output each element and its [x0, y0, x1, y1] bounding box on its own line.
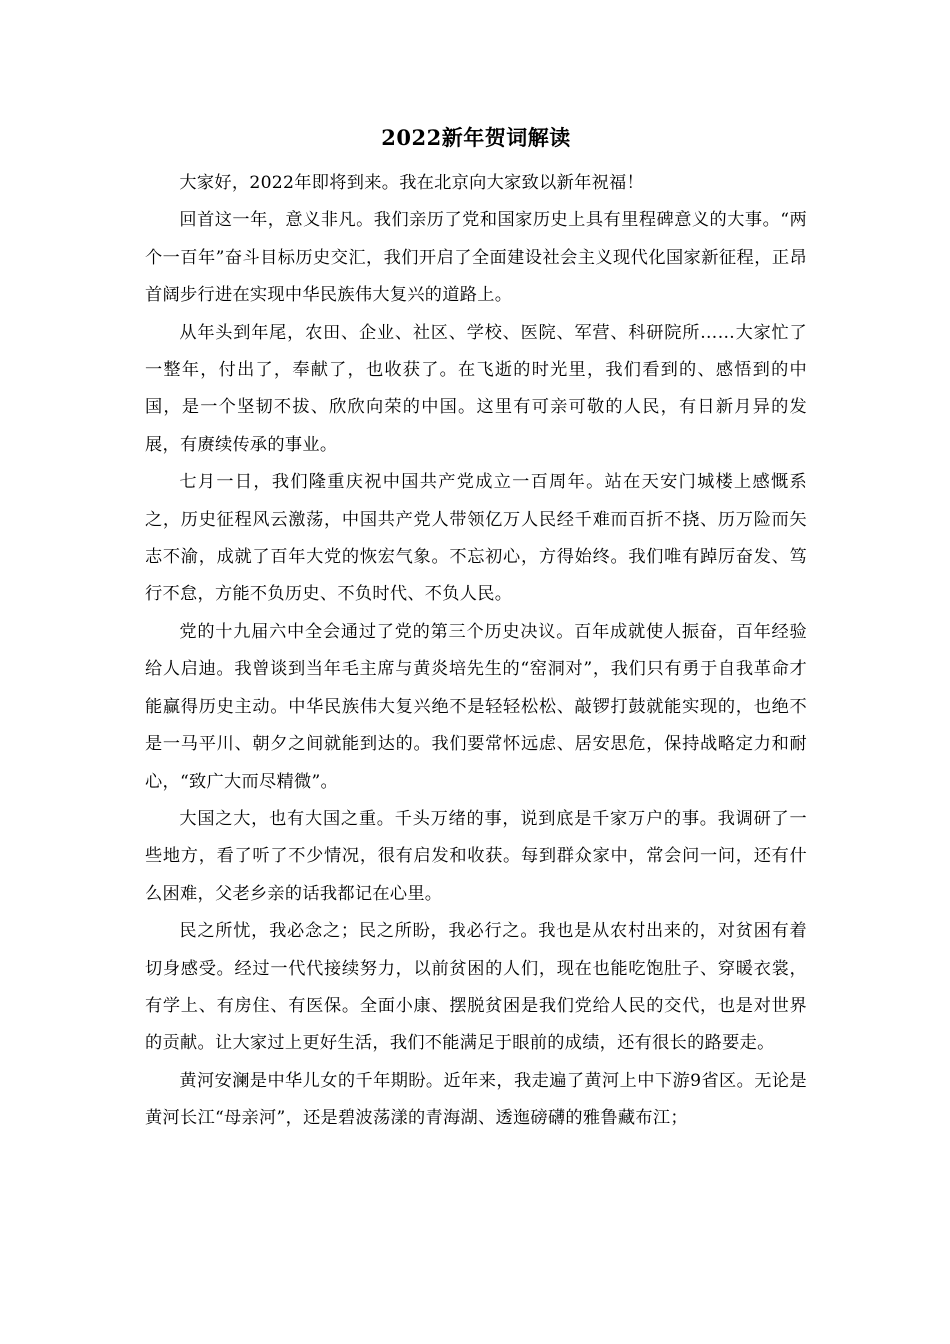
paragraph-yellow-river: 黄河安澜是中华儿女的千年期盼。近年来，我走遍了黄河上中下游9省区。无论是黄河长江“母亲河”，还是碧波荡漾的青海湖、透迤磅礴的雅鲁藏布江；: [145, 1070, 807, 1129]
paragraph-review-year: 回首这一年，意义非凡。我们亲历了党和国家历史上具有里程碑意义的大事。“两个一百年”奋斗目标历史交汇，我们开启了全面建设社会主义现代化国家新征程，正昂首阔步行进在实现中华民族伟大复兴的道路上。: [145, 210, 807, 306]
document-body: [145, 120, 807, 1138]
paragraph-poverty: 民之所忧，我必念之；民之所盼，我必行之。我也是从农村出来的，对贫困有着切身感受。经过一代代接续努力，以前贫困的人们，现在也能吃饱肚子、穿暖衣裳，有学上、有房住、有医保。全面小康、摆脱贫困是我们党给人民的交代，也是对世界的贡献。让大家过上更好生活，我们不能满足于眼前的成绩，还有很长的路要走。: [145, 921, 807, 1054]
paragraph-centenary: 七月一日，我们隆重庆祝中国共产党成立一百周年。站在天安门城楼上感慨系之，历史征程风云激荡，中国共产党人带领亿万人民经千难而百折不挠、历万险而矢志不渝，成就了百年大党的恢宏气象。不忘初心，方得始终。我们唯有踔厉奋发、笃行不怠，方能不负历史、不负时代、不负人民。: [145, 472, 807, 605]
paragraph-hard-work: 从年头到年尾，农田、企业、社区、学校、医院、军营、科研院所……大家忙了一整年，付出了，奉献了，也收获了。在飞逝的时光里，我们看到的、感悟到的中国，是一个坚韧不拔、欣欣向荣的中国。这里有可亲可敬的人民，有日新月异的发展，有赓续传承的事业。: [145, 322, 807, 455]
paragraph-greeting: 大家好，2022年即将到来。我在北京向大家致以新年祝福！: [179, 173, 645, 193]
document-title: 2022新年贺词解读: [381, 125, 571, 150]
paragraph-historical-resolution: 党的十九届六中全会通过了党的第三个历史决议。百年成就使人振奋，百年经验给人启迪。我曾谈到当年毛主席与黄炎培先生的“窑洞对”，我们只有勇于自我革命才能赢得历史主动。中华民族伟大复兴绝不是轻轻松松、敲锣打鼓就能实现的，也绝不是一马平川、朝夕之间就能到达的。我们要常怀远虑、居安思危，保持战略定力和耐心，“致广大而尽精微”。: [145, 621, 807, 792]
paragraph-big-country: 大国之大，也有大国之重。千头万绪的事，说到底是千家万户的事。我调研了一些地方，看了听了不少情况，很有启发和收获。每到群众家中，常会问一问，还有什么困难，父老乡亲的话我都记在心里。: [145, 808, 807, 904]
